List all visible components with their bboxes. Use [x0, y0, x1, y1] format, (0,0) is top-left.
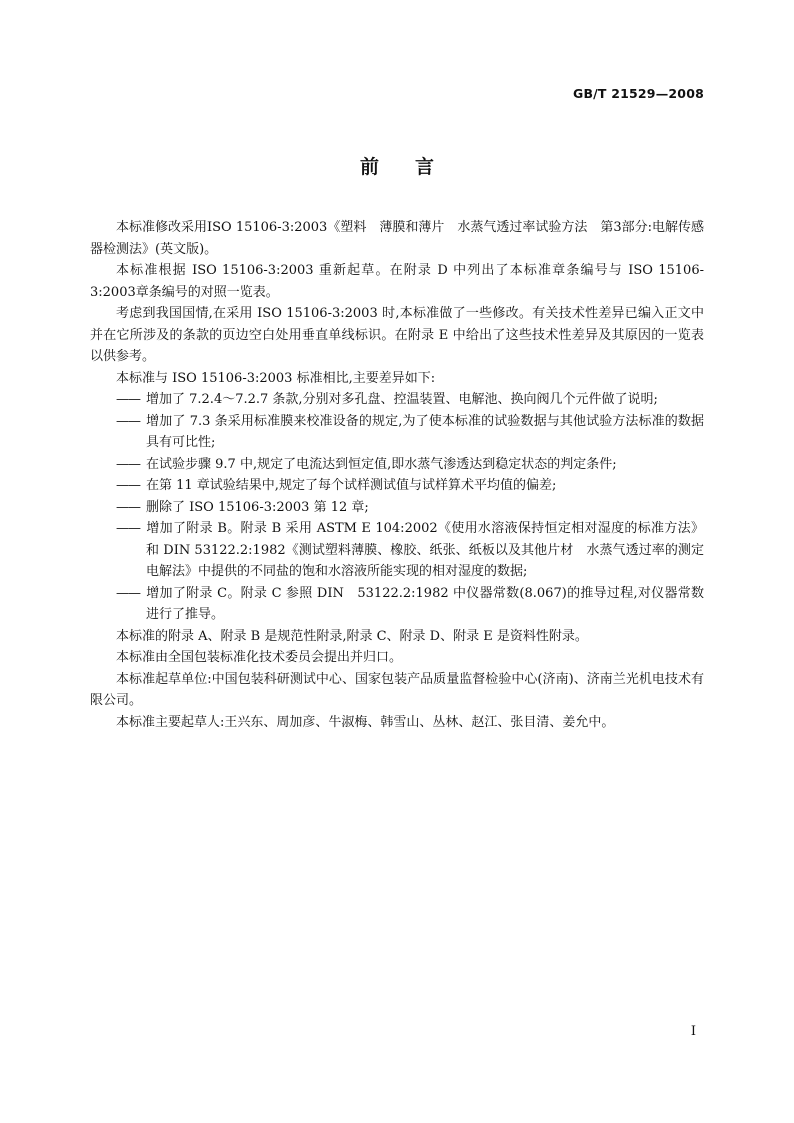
- difference-item-text: 删除了 ISO 15106-3:2003 第 12 章;: [146, 499, 369, 515]
- paragraph-differences-intro: 本标准与 ISO 15106-3:2003 标准相比,主要差异如下:: [116, 370, 436, 386]
- dash-marker: ——: [116, 585, 140, 601]
- difference-item-text: 在第 11 章试验结果中,规定了每个试样测试值与试样算术平均值的偏差;: [146, 478, 557, 493]
- document-body: [90, 217, 718, 733]
- dash-marker: ——: [116, 413, 140, 429]
- paragraph-drafters: 本标准主要起草人:王兴东、周加彦、牛淑梅、韩雪山、丛林、赵江、张目清、姜允中。: [116, 714, 615, 730]
- paragraph-proposer: 本标准由全国包装标准化技术委员会提出并归口。: [116, 650, 403, 665]
- standard-code: GB/T 21529—2008: [572, 86, 704, 101]
- difference-item: [90, 475, 704, 497]
- paragraph-modifications: 考虑到我国国情,在采用 ISO 15106-3:2003 时,本标准做了一些修改。有关技术性差异已编入正文中并在它所涉及的条款的页边空白处用垂直单线标识。在附录 E 中给出了这些技术性差异及其原因的一览表以供参考。: [90, 306, 704, 364]
- difference-item: [90, 411, 704, 454]
- paragraph-redrafting: 本标准根据 ISO 15106-3:2003 重新起草。在附录 D 中列出了本标准章条编号与 ISO 15106-3:2003章条编号的对照一览表。: [90, 263, 704, 300]
- dash-marker: ——: [116, 392, 140, 407]
- difference-item: [90, 454, 704, 476]
- difference-item-text: 在试验步骤 9.7 中,规定了电流达到恒定值,即水蒸气渗透达到稳定状态的判定条件;: [146, 456, 617, 472]
- dash-marker: ——: [116, 521, 140, 536]
- difference-item: [90, 518, 718, 583]
- page-title: 前言: [359, 156, 470, 178]
- dash-marker: ——: [116, 456, 140, 472]
- paragraph-adoption: 本标准修改采用ISO 15106-3:2003《塑料 薄膜和薄片 水蒸气透过率试验方法 第3部分:电解传感器检测法》(英文版)。: [90, 220, 704, 257]
- paragraph-annexes: 本标准的附录 A、附录 B 是规范性附录,附录 C、附录 D、附录 E 是资料性附录。: [116, 628, 588, 644]
- difference-item: [90, 389, 704, 411]
- paragraph-drafting-units: 本标准起草单位:中国包装科研测试中心、国家包装产品质量监督检验中心(济南)、济南兰光机电技术有限公司。: [90, 671, 704, 708]
- difference-item: [90, 583, 704, 626]
- page-number: I: [690, 1024, 696, 1039]
- dash-marker: ——: [116, 478, 140, 493]
- dash-marker: ——: [116, 499, 140, 515]
- difference-item-text: 增加了 7.2.4～7.2.7 条款,分别对多孔盘、控温装置、电解池、换向阀几个元件做了说明;: [146, 392, 658, 407]
- difference-item-text: 增加了附录 C。附录 C 参照 DIN 53122.2:1982 中仪器常数(8.067)的推导过程,对仪器常数进行了推导。: [146, 585, 704, 622]
- difference-item: [90, 497, 704, 519]
- difference-item-text: 增加了附录 B。附录 B 采用 ASTM E 104:2002《使用水溶液保持恒定相对湿度的标准方法》和 DIN 53122.2:1982《测试塑料薄膜、橡胶、纸张、纸板以及其他片材 水蒸气透过率的测定 电解法》中提供的不同盐的饱和水溶液所能实现的相对湿度的数据;: [146, 521, 718, 579]
- difference-item-text: 增加了 7.3 条采用标准膜来校准设备的规定,为了使本标准的试验数据与其他试验方法标准的数据具有可比性;: [146, 413, 704, 450]
